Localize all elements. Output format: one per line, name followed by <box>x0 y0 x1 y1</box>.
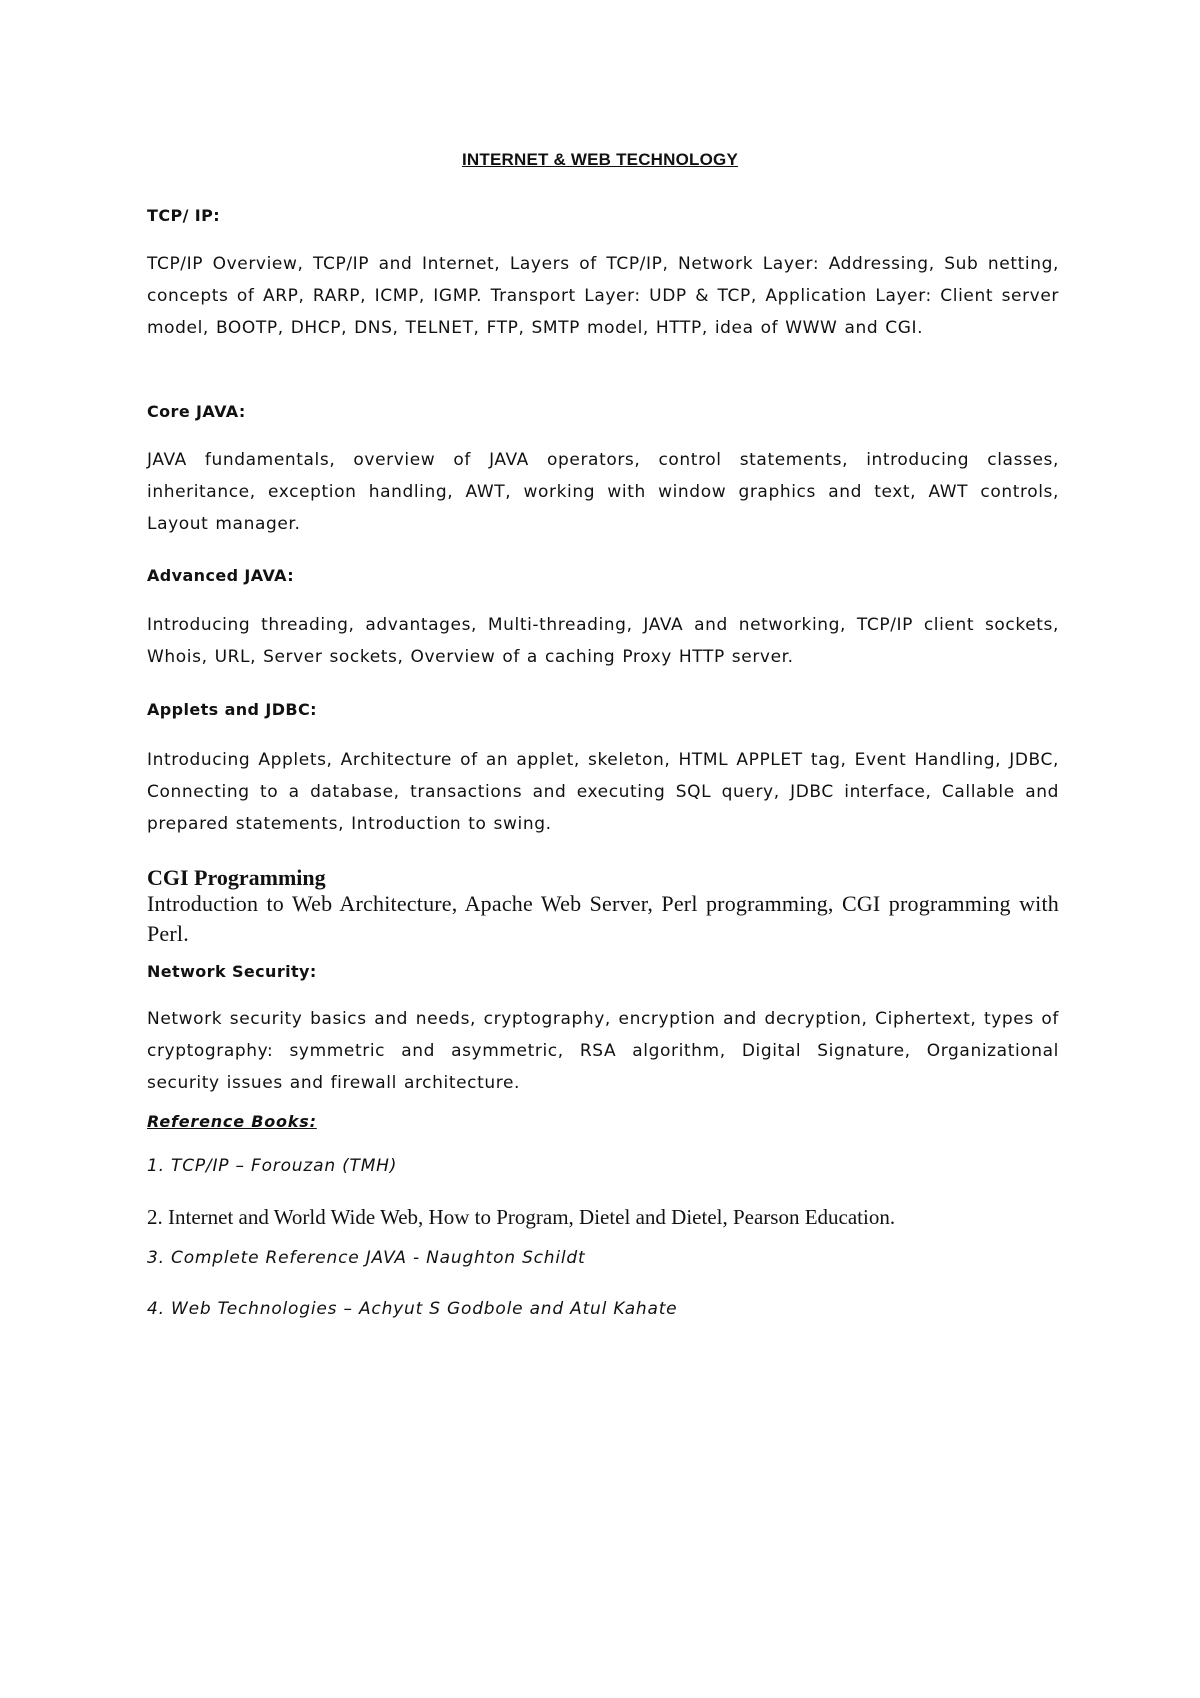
section-body-advanced-java: Introducing threading, advantages, Multi-threading, JAVA and networking, TCP/IP client sockets, Whois, URL, Server sockets, Overview of a caching Proxy HTTP server. <box>147 615 1059 667</box>
reference-item-1: 1. TCP/IP – Forouzan (TMH) <box>147 1156 398 1176</box>
section-heading-advanced-java: Advanced JAVA: <box>147 566 295 585</box>
reference-item-2: 2. Internet and World Wide Web, How to Program, Dietel and Dietel, Pearson Education. <box>147 1205 896 1229</box>
section-body-network-security: Network security basics and needs, cryptography, encryption and decryption, Ciphertext, types of cryptography: symmetric and asymmetric, RSA algorithm, Digital Signature, Organizational security issues and firewall architecture. <box>147 1009 1059 1093</box>
section-heading-applets-jdbc: Applets and JDBC: <box>147 700 317 719</box>
section-heading-network-security: Network Security: <box>147 962 317 981</box>
reference-item-3: 3. Complete Reference JAVA - Naughton Schildt <box>147 1248 586 1268</box>
section-heading-core-java: Core JAVA: <box>147 402 246 421</box>
section-heading-tcp-ip: TCP/ IP: <box>147 206 221 225</box>
section-body-core-java: JAVA fundamentals, overview of JAVA operators, control statements, introducing classes, inheritance, exception handling, AWT, working with window graphics and text, AWT controls, Layout manager. <box>147 450 1059 534</box>
section-body-cgi: Introduction to Web Architecture, Apache Web Server, Perl programming, CGI programming with Perl. <box>147 891 1059 946</box>
section-heading-cgi: CGI Programming <box>147 865 326 890</box>
document-title: INTERNET & WEB TECHNOLOGY <box>461 150 739 169</box>
section-body-tcp-ip: TCP/IP Overview, TCP/IP and Internet, Layers of TCP/IP, Network Layer: Addressing, Sub netting, concepts of ARP, RARP, ICMP, IGMP. Transport Layer: UDP & TCP, Application Layer: Client server model, BOOTP, DHCP, DNS, TELNET, FTP, SMTP model, HTTP, idea of WWW and CGI. <box>147 254 1059 338</box>
section-body-applets-jdbc: Introducing Applets, Architecture of an applet, skeleton, HTML APPLET tag, Event Handling, JDBC, Connecting to a database, transactions and executing SQL query, JDBC interface, Callable and prepared statements, Introduction to swing. <box>147 750 1059 834</box>
reference-item-4: 4. Web Technologies – Achyut S Godbole and Atul Kahate <box>147 1299 678 1319</box>
references-heading: Reference Books: <box>147 1112 317 1131</box>
